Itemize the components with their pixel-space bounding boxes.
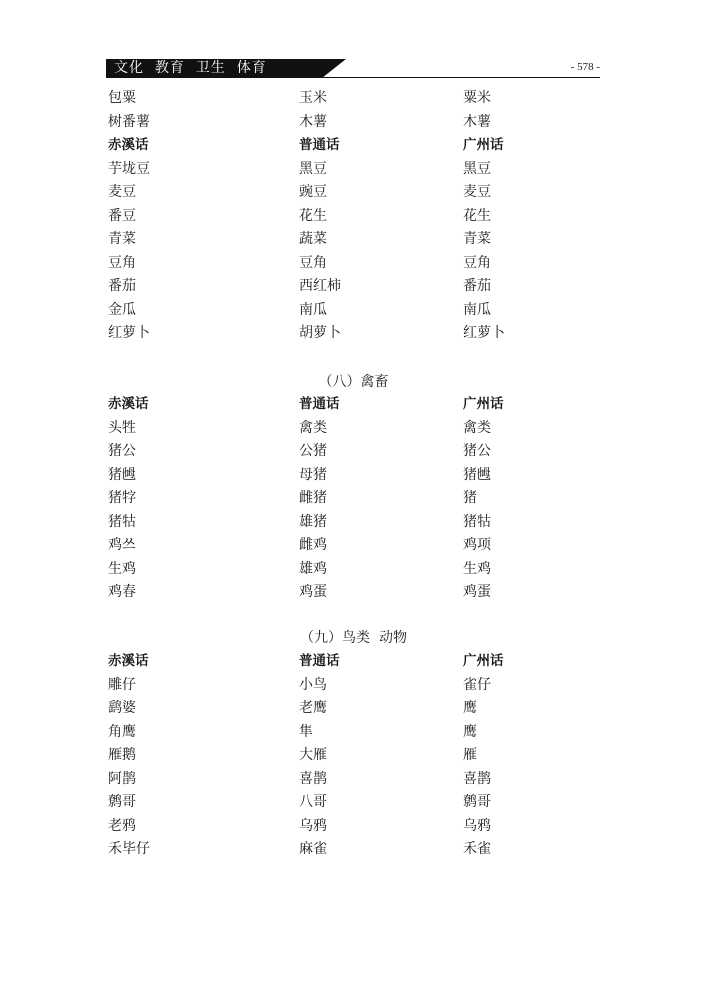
mandarin-word: 禽类: [299, 419, 327, 436]
vocab-table-crops: [108, 87, 568, 346]
table-row: [108, 111, 568, 135]
cantonese-word: 番茄: [463, 278, 491, 294]
table-row: [108, 721, 568, 745]
cantonese-word: 雁: [463, 747, 477, 763]
chixi-word: 雁鹅: [108, 747, 136, 763]
mandarin-word: 黑豆: [299, 160, 327, 177]
cantonese-word: 禾雀: [463, 841, 491, 857]
mandarin-word: 西红柿: [299, 278, 341, 294]
table-row: [108, 228, 568, 252]
cantonese-word: 雀仔: [463, 676, 491, 693]
mandarin-word: 隼: [299, 723, 313, 740]
chixi-word: 鹞婆: [108, 700, 136, 716]
mandarin-word: 南瓜: [299, 301, 327, 318]
table-row: [108, 464, 568, 488]
table-row: [108, 275, 568, 299]
chixi-word: 麦豆: [108, 184, 136, 200]
mandarin-word: 玉米: [299, 90, 327, 106]
cantonese-word: 鹰: [463, 723, 477, 740]
chixi-word: 雕仔: [108, 676, 136, 693]
column-header-cantonese: 广州话: [463, 653, 504, 669]
table-row: [108, 838, 568, 862]
mandarin-word: 雄鸡: [299, 560, 327, 577]
chixi-word: 豆角: [108, 254, 136, 271]
chixi-word: 包粟: [108, 90, 136, 106]
chixi-word: 猪牸: [108, 490, 136, 506]
mandarin-word: 公猪: [299, 443, 327, 459]
table-header-row: [108, 393, 568, 417]
section-title-birds-animals: （九）鸟类 动物: [300, 630, 407, 646]
cantonese-word: 麦豆: [463, 184, 491, 200]
column-header-chixi: 赤溪话: [108, 137, 149, 153]
table-row: [108, 744, 568, 768]
table-row: [108, 440, 568, 464]
table-row: [108, 181, 568, 205]
cantonese-word: 猪乸: [463, 466, 491, 483]
table-row: [108, 487, 568, 511]
table-row: [108, 322, 568, 346]
cantonese-word: 木薯: [463, 113, 491, 130]
table-row: [108, 299, 568, 323]
table-row: [108, 87, 568, 111]
chixi-word: 角鹰: [108, 723, 136, 740]
cantonese-word: 黑豆: [463, 160, 491, 177]
chixi-word: 树番薯: [108, 113, 150, 130]
cantonese-word: 鹩哥: [463, 794, 491, 810]
mandarin-word: 木薯: [299, 113, 327, 130]
table-row: [108, 205, 568, 229]
chixi-word: 金瓜: [108, 301, 136, 318]
table-row: [108, 417, 568, 441]
cantonese-word: 禽类: [463, 419, 491, 436]
table-row: [108, 768, 568, 792]
mandarin-word: 豌豆: [299, 184, 327, 200]
chixi-word: 老鸦: [108, 817, 136, 834]
cantonese-word: 红萝卜: [463, 325, 505, 341]
mandarin-word: 母猪: [299, 466, 327, 483]
vocab-table-livestock: [108, 393, 568, 605]
mandarin-word: 大雁: [299, 747, 327, 763]
column-header-chixi: 赤溪话: [108, 653, 149, 669]
cantonese-word: 鸡项: [463, 537, 491, 553]
header-tab-slant: [322, 59, 346, 78]
cantonese-word: 猪公: [463, 443, 491, 459]
mandarin-word: 雌猪: [299, 490, 327, 506]
section-title-livestock: （八）禽畜: [318, 374, 389, 390]
mandarin-word: 麻雀: [299, 841, 327, 857]
cantonese-word: 猪: [463, 490, 477, 506]
table-row: [108, 158, 568, 182]
table-header-row: [108, 650, 568, 674]
cantonese-word: 鹰: [463, 700, 477, 716]
cantonese-word: 猪牯: [463, 513, 491, 530]
mandarin-word: 雌鸡: [299, 537, 327, 553]
chixi-word: 头牲: [108, 419, 136, 436]
cantonese-word: 喜鹊: [463, 770, 491, 787]
column-header-mandarin: 普通话: [299, 653, 340, 669]
cantonese-word: 豆角: [463, 254, 491, 271]
column-header-chixi: 赤溪话: [108, 396, 149, 412]
chixi-word: 鸡쓰: [108, 537, 136, 553]
header-title: 文化 教育 卫生 体育: [114, 60, 267, 76]
table-row: [108, 674, 568, 698]
chixi-word: 猪公: [108, 443, 136, 459]
table-row: [108, 791, 568, 815]
table-header-row: [108, 134, 568, 158]
chixi-word: 番茄: [108, 278, 136, 294]
mandarin-word: 小鸟: [299, 676, 327, 693]
mandarin-word: 喜鹊: [299, 770, 327, 787]
column-header-cantonese: 广州话: [463, 396, 504, 412]
chixi-word: 猪乸: [108, 466, 136, 483]
table-row: [108, 815, 568, 839]
cantonese-word: 乌鸦: [463, 817, 491, 834]
mandarin-word: 雄猪: [299, 513, 327, 530]
table-row: [108, 534, 568, 558]
chixi-word: 青菜: [108, 231, 136, 247]
chixi-word: 鹩哥: [108, 794, 136, 810]
mandarin-word: 胡萝卜: [299, 325, 341, 341]
cantonese-word: 鸡蛋: [463, 584, 491, 600]
mandarin-word: 鸡蛋: [299, 584, 327, 600]
table-row: [108, 252, 568, 276]
header-rule: [322, 77, 600, 78]
chixi-word: 红萝卜: [108, 325, 150, 341]
table-row: [108, 511, 568, 535]
cantonese-word: 南瓜: [463, 301, 491, 318]
mandarin-word: 花生: [299, 207, 327, 224]
cantonese-word: 粟米: [463, 90, 491, 106]
cantonese-word: 青菜: [463, 231, 491, 247]
mandarin-word: 老鹰: [299, 700, 327, 716]
chixi-word: 番豆: [108, 207, 136, 224]
chixi-word: 鸡春: [108, 584, 136, 600]
mandarin-word: 八哥: [299, 794, 327, 810]
table-row: [108, 558, 568, 582]
mandarin-word: 豆角: [299, 254, 327, 271]
table-row: [108, 581, 568, 605]
column-header-mandarin: 普通话: [299, 396, 340, 412]
page-number: - 578 -: [570, 61, 600, 73]
column-header-mandarin: 普通话: [299, 137, 340, 153]
mandarin-word: 蔬菜: [299, 231, 327, 247]
running-header: [106, 59, 600, 79]
cantonese-word: 花生: [463, 207, 491, 224]
chixi-word: 生鸡: [108, 560, 136, 577]
chixi-word: 芋垅豆: [108, 160, 150, 177]
chixi-word: 猪牯: [108, 513, 136, 530]
chixi-word: 阿鹊: [108, 770, 136, 787]
table-row: [108, 697, 568, 721]
chixi-word: 禾毕仔: [108, 841, 150, 857]
column-header-cantonese: 广州话: [463, 137, 504, 153]
vocab-table-birds-animals: [108, 650, 568, 862]
mandarin-word: 乌鸦: [299, 817, 327, 834]
cantonese-word: 生鸡: [463, 560, 491, 577]
